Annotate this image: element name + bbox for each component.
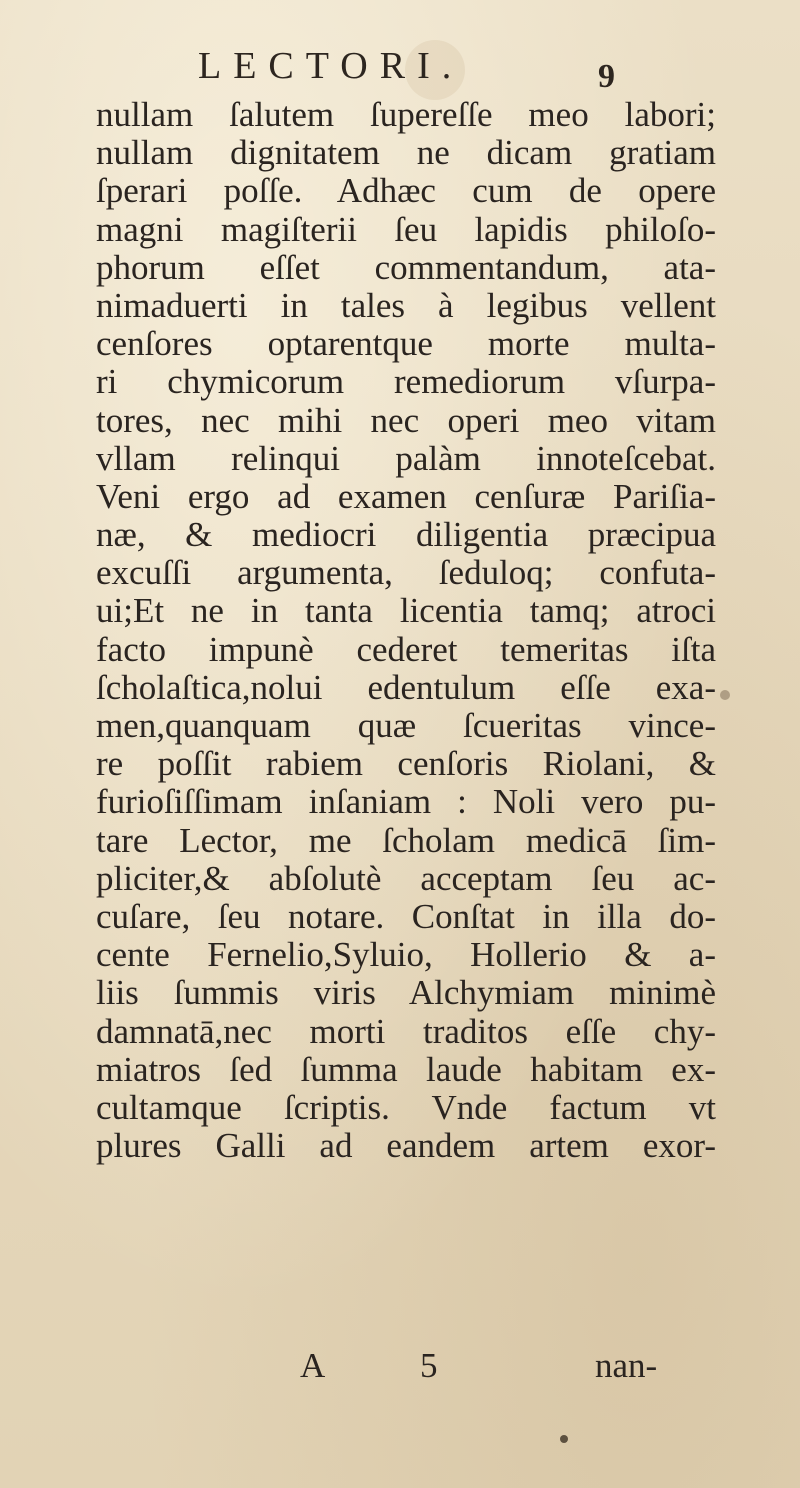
text-line: vllam relinqui palàm innoteſcebat. bbox=[96, 438, 716, 478]
text-line: excuſſi argumenta, ſeduloq; confuta- bbox=[96, 553, 716, 593]
text-line: liis ſummis viris Alchymiam minimè bbox=[96, 973, 716, 1013]
text-line: ſperari poſſe. Adhæc cum de opere bbox=[96, 171, 716, 211]
text-line: cenſores optarentque morte multa- bbox=[96, 324, 716, 364]
signature-mark: A bbox=[300, 1346, 326, 1385]
text-line: nimaduerti in tales à legibus vellent bbox=[96, 285, 716, 325]
text-line: tores, nec mihi nec operi meo vitam bbox=[96, 400, 716, 440]
text-line: cuſare, ſeu notare. Conſtat in illa do- bbox=[96, 896, 716, 936]
text-line: men,quanquam quæ ſcueritas vince- bbox=[96, 706, 716, 745]
text-line: phorum eſſet commentandum, ata- bbox=[96, 247, 716, 287]
text-line: tare Lector, me ſcholam medicā ſim- bbox=[96, 820, 716, 860]
text-line: cultamque ſcriptis. Vnde factum vt bbox=[96, 1087, 716, 1127]
text-line: plures Galli ad eandem artem exor- bbox=[96, 1126, 716, 1166]
text-line: ui;Et ne in tanta licentia tamq; atroci bbox=[96, 591, 716, 631]
catchword: nan- bbox=[595, 1346, 658, 1385]
text-line: furioſiſſimam inſaniam : Noli vero pu- bbox=[96, 782, 716, 822]
page-number: 9 bbox=[598, 58, 615, 95]
text-line: facto impunè cederet temeritas iſta bbox=[96, 629, 716, 669]
body-text bbox=[96, 96, 716, 1165]
paper-speck bbox=[560, 1435, 568, 1443]
text-line: miatros ſed ſumma laude habitam ex- bbox=[96, 1049, 716, 1089]
signature-number: 5 bbox=[420, 1346, 438, 1385]
text-line: damnatā,nec morti traditos eſſe chy- bbox=[96, 1011, 716, 1051]
text-line: Veni ergo ad examen cenſuræ Pariſia- bbox=[96, 476, 716, 516]
text-line: re poſſit rabiem cenſoris Riolani, & bbox=[96, 744, 716, 784]
text-line: nullam dignitatem ne dicam gratiam bbox=[96, 133, 716, 173]
text-line: magni magiſterii ſeu lapidis philoſo- bbox=[96, 209, 716, 249]
text-line: pliciter,& abſolutè acceptam ſeu ac- bbox=[96, 858, 716, 898]
text-line: nullam ſalutem ſupereſſe meo labori; bbox=[96, 95, 716, 134]
text-line: ſcholaſtica,nolui edentulum eſſe exa- bbox=[96, 667, 716, 707]
text-line: ri chymicorum remediorum vſurpa- bbox=[96, 362, 716, 402]
text-line: næ, & mediocri diligentia præcipua bbox=[96, 515, 716, 555]
running-head: LECTORI. bbox=[198, 45, 464, 87]
text-line: cente Fernelio,Syluio, Hollerio & a- bbox=[96, 935, 716, 975]
paper-speck bbox=[720, 690, 730, 700]
